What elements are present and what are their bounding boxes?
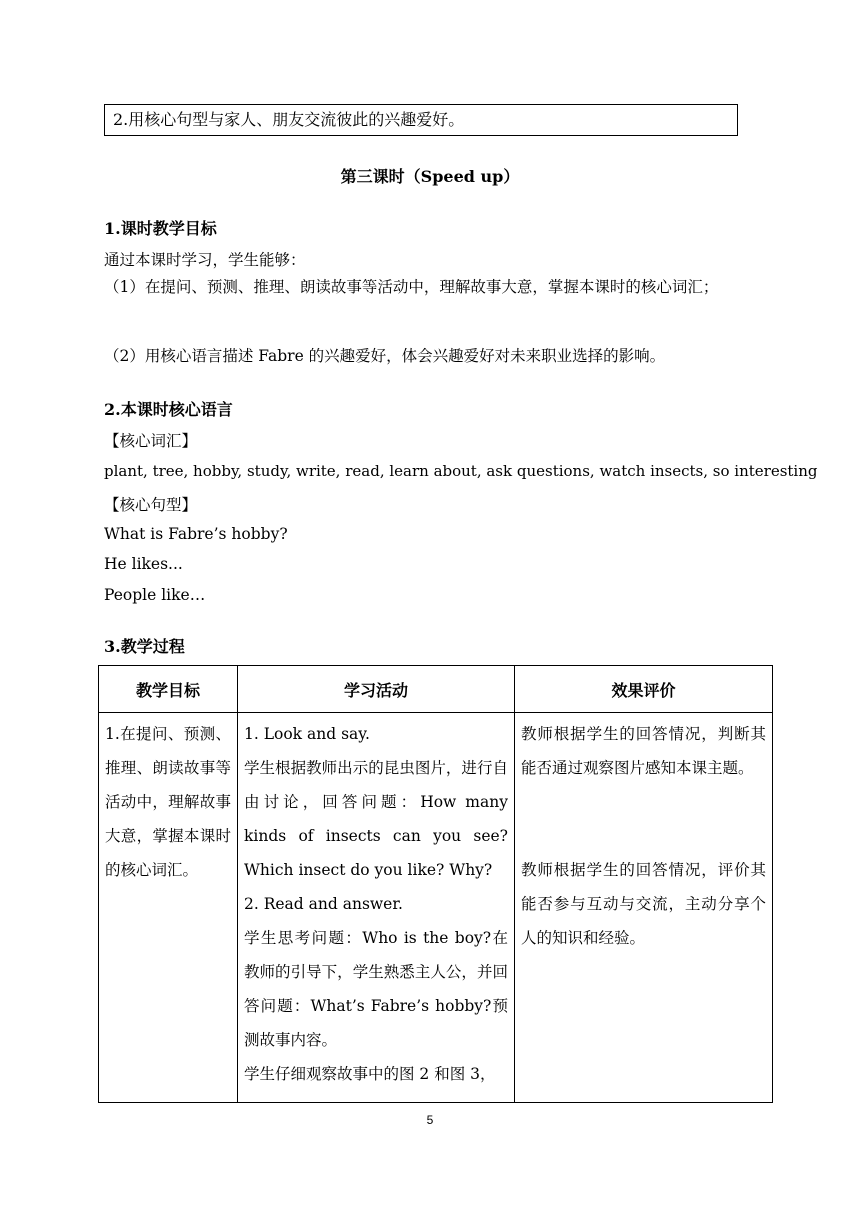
header-objective: 教学目标 [99, 666, 238, 713]
pattern-3: People like… [104, 586, 206, 604]
section3-heading: 3.教学过程 [104, 637, 185, 656]
section1-goal2: （2）用核心语言描述 Fabre 的兴趣爱好，体会兴趣爱好对未来职业选择的影响。 [104, 347, 666, 365]
header-activities: 学习活动 [238, 666, 515, 713]
objective-box: 2.用核心句型与家人、朋友交流彼此的兴趣爱好。 [104, 104, 738, 136]
evaluation-2: 教师根据学生的回答情况，评价其能否参与互动与交流，主动分享个人的知识和经验。 [521, 861, 766, 947]
activities-cell [238, 713, 515, 1103]
section2-heading: 2.本课时核心语言 [104, 400, 233, 419]
evaluation-cell [515, 713, 773, 1103]
page-number: 5 [426, 1113, 434, 1127]
pattern-2: He likes... [104, 555, 183, 573]
table-row [99, 713, 773, 1103]
section1-goal1: （1）在提问、预测、推理、朗读故事等活动中，理解故事大意，掌握本课时的核心词汇； [104, 278, 719, 296]
section1-heading: 1.课时教学目标 [104, 219, 217, 238]
section1-intro: 通过本课时学习，学生能够： [104, 251, 306, 269]
activity-2-text: 学生思考问题：Who is the boy?在教师的引导下，学生熟悉主人公，并回答问题：What’s Fabre’s hobby?预测故事内容。 [244, 929, 508, 1049]
evaluation-1: 教师根据学生的回答情况，判断其能否通过观察图片感知本课主题。 [521, 725, 766, 777]
pattern-label: 【核心句型】 [104, 496, 198, 514]
activity-1-title: 1. Look and say. [244, 725, 370, 743]
objective-cell [99, 713, 238, 1103]
table-header-row [99, 666, 773, 713]
activity-1-text: 学生根据教师出示的昆虫图片，进行自由讨论，回答问题：How many kinds of insects can you see? Which insect do you like? Why? [244, 759, 508, 879]
pattern-1: What is Fabre’s hobby? [104, 525, 288, 543]
vocab-list: plant, tree, hobby, study, write, read, learn about, ask questions, watch insects, so interesting [104, 462, 818, 480]
vocab-label: 【核心词汇】 [104, 432, 198, 450]
activity-2-text-cont: 学生仔细观察故事中的图 2 和图 3， [244, 1065, 496, 1083]
activity-2-title: 2. Read and answer. [244, 895, 403, 913]
header-evaluation: 效果评价 [515, 666, 773, 713]
teaching-process-table [98, 665, 773, 1103]
objective-text: 1.在提问、预测、推理、朗读故事等活动中，理解故事大意，掌握本课时的核心词汇。 [105, 725, 231, 879]
lesson-title: 第三课时（Speed up） [340, 167, 520, 186]
